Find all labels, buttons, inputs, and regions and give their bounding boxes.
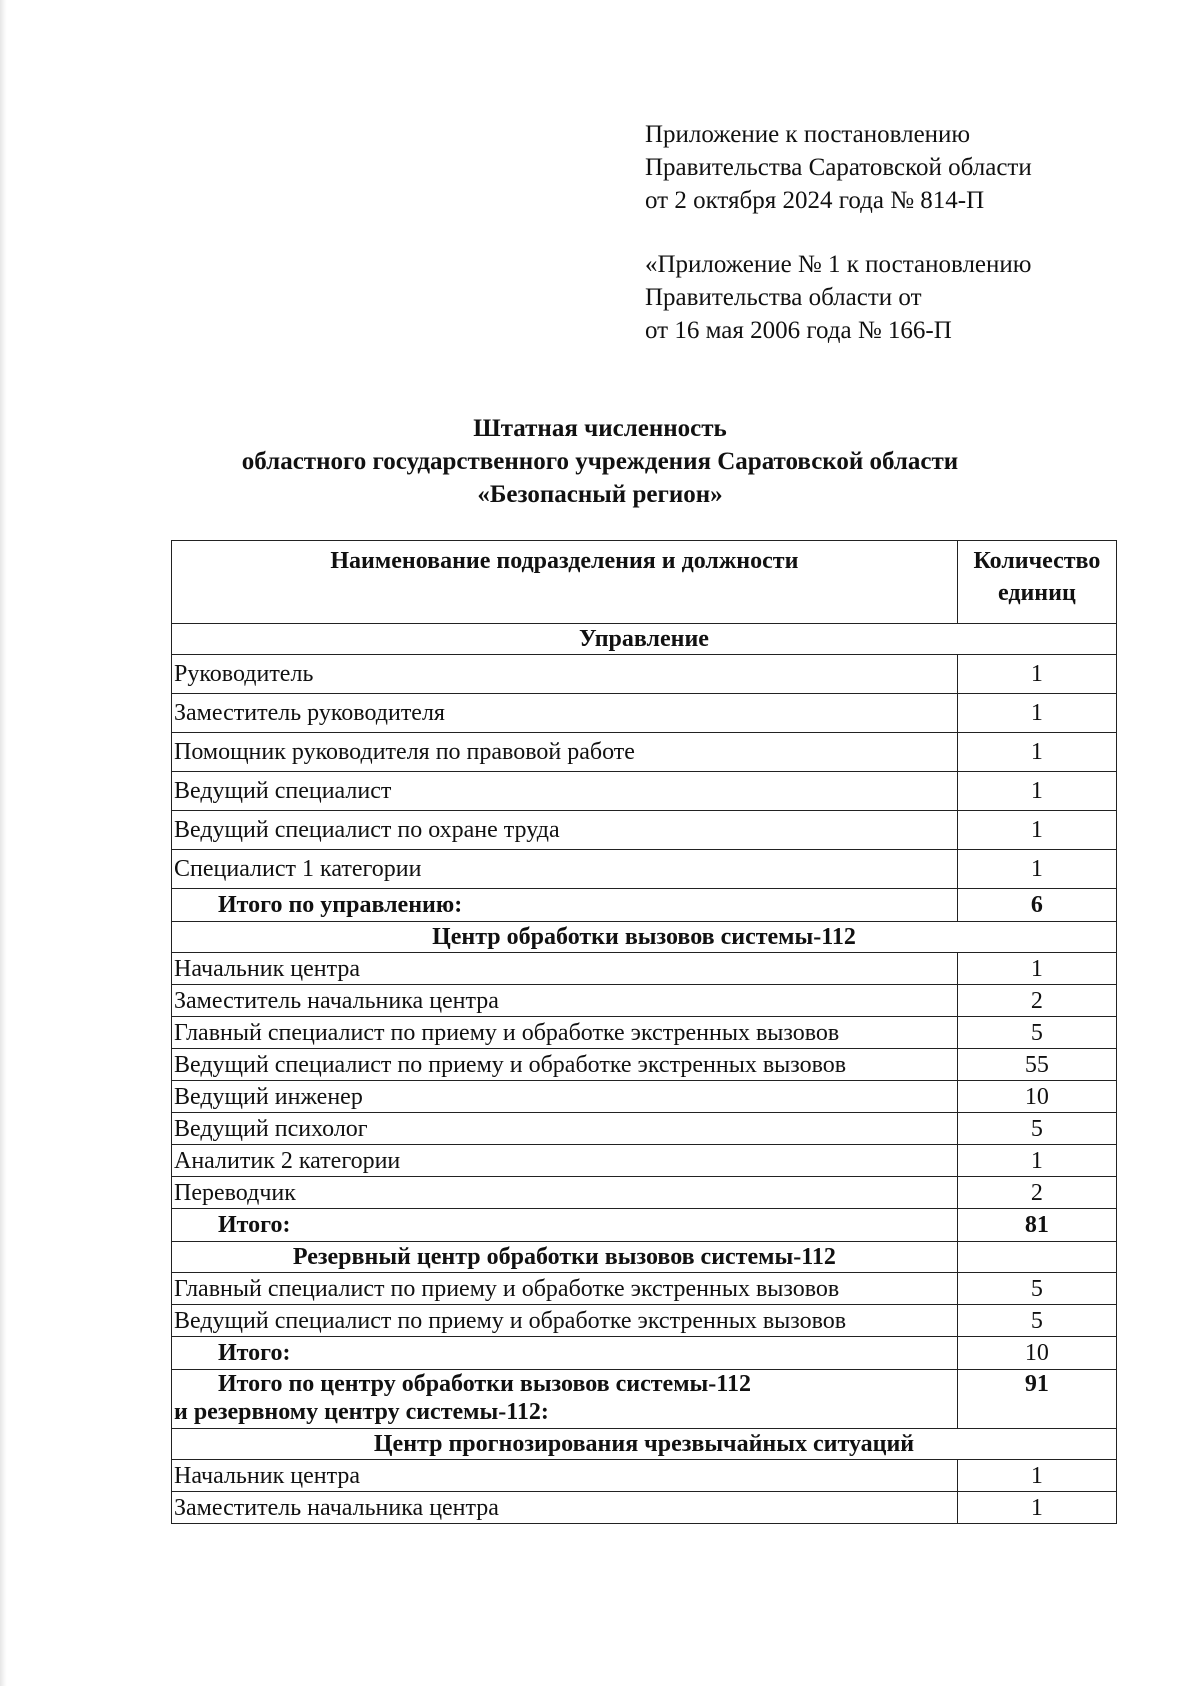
position-qty: 2 <box>957 985 1116 1017</box>
position-qty: 1 <box>957 733 1116 772</box>
position-qty: 5 <box>957 1305 1116 1337</box>
table-row <box>172 655 1117 694</box>
appendix-line: «Приложение № 1 к постановлению <box>645 251 1032 278</box>
title-line: Штатная численность <box>473 415 727 442</box>
header-qty-line: единиц <box>998 580 1076 606</box>
section-title: Резервный центр обработки вызовов системы-112 <box>172 1242 958 1273</box>
appendix-line: Приложение к постановлению <box>645 121 971 148</box>
combined-total-line: Итого по центру обработки вызовов системы-112 <box>218 1371 751 1397</box>
section-row <box>172 1429 1117 1460</box>
table-row <box>172 1049 1117 1081</box>
table-row <box>172 1145 1117 1177</box>
position-qty: 1 <box>957 850 1116 889</box>
table-header-row <box>172 541 1117 624</box>
position-name: Заместитель руководителя <box>172 694 958 733</box>
position-name: Переводчик <box>172 1177 958 1209</box>
table-row <box>172 985 1117 1017</box>
section-title: Центр обработки вызовов системы-112 <box>172 922 1117 953</box>
total-value: 6 <box>957 889 1116 922</box>
table-row <box>172 1177 1117 1209</box>
position-qty: 1 <box>957 1492 1116 1524</box>
section-row <box>172 922 1117 953</box>
section-total-row <box>172 1209 1117 1242</box>
document-title <box>0 412 1200 511</box>
position-qty: 1 <box>957 1460 1116 1492</box>
position-qty: 1 <box>957 1145 1116 1177</box>
position-name: Аналитик 2 категории <box>172 1145 958 1177</box>
position-name: Заместитель начальника центра <box>172 985 958 1017</box>
combined-total-label <box>172 1370 958 1429</box>
section-qty-empty <box>957 1242 1116 1273</box>
section-row <box>172 1242 1117 1273</box>
appendix-line: от 2 октября 2024 года № 814-П <box>645 187 985 214</box>
appendix-line: Правительства Саратовской области <box>645 154 1032 181</box>
position-name: Ведущий специалист по приему и обработке экстренных вызовов <box>172 1305 958 1337</box>
appendix-block <box>645 118 1032 217</box>
combined-total-row <box>172 1370 1117 1429</box>
appendix-block-original <box>645 248 1031 347</box>
position-qty: 55 <box>957 1049 1116 1081</box>
total-label: Итого: <box>172 1209 958 1242</box>
section-title: Центр прогнозирования чрезвычайных ситуаций <box>172 1429 1117 1460</box>
header-qty-cell <box>957 541 1116 624</box>
position-name: Ведущий специалист по охране труда <box>172 811 958 850</box>
position-name: Начальник центра <box>172 953 958 985</box>
table-row <box>172 850 1117 889</box>
position-qty: 5 <box>957 1273 1116 1305</box>
table-row <box>172 1460 1117 1492</box>
position-name: Ведущий специалист <box>172 772 958 811</box>
table-row <box>172 772 1117 811</box>
title-line: областного государственного учреждения Саратовской области <box>241 448 959 475</box>
total-label: Итого: <box>172 1337 958 1370</box>
total-value: 10 <box>957 1337 1116 1370</box>
position-qty: 1 <box>957 772 1116 811</box>
position-qty: 1 <box>957 694 1116 733</box>
section-title: Управление <box>172 624 1117 655</box>
section-total-row <box>172 889 1117 922</box>
position-qty: 5 <box>957 1017 1116 1049</box>
position-name: Начальник центра <box>172 1460 958 1492</box>
table-row <box>172 1273 1117 1305</box>
appendix-line: от 16 мая 2006 года № 166-П <box>645 317 952 344</box>
position-name: Заместитель начальника центра <box>172 1492 958 1524</box>
position-qty: 2 <box>957 1177 1116 1209</box>
table-row <box>172 694 1117 733</box>
position-qty: 10 <box>957 1081 1116 1113</box>
table-row <box>172 1017 1117 1049</box>
table-row <box>172 811 1117 850</box>
position-qty: 5 <box>957 1113 1116 1145</box>
section-row <box>172 624 1117 655</box>
position-qty: 1 <box>957 811 1116 850</box>
position-name: Главный специалист по приему и обработке экстренных вызовов <box>172 1273 958 1305</box>
staff-table <box>171 540 1117 1524</box>
total-value: 81 <box>957 1209 1116 1242</box>
position-name: Ведущий специалист по приему и обработке экстренных вызовов <box>172 1049 958 1081</box>
table-row <box>172 1492 1117 1524</box>
title-line: «Безопасный регион» <box>477 481 723 508</box>
combined-total-line: и резервному центру системы-112: <box>174 1399 549 1425</box>
combined-total-value: 91 <box>957 1370 1116 1429</box>
position-name: Помощник руководителя по правовой работе <box>172 733 958 772</box>
position-name: Ведущий психолог <box>172 1113 958 1145</box>
table-row <box>172 1113 1117 1145</box>
position-name: Специалист 1 категории <box>172 850 958 889</box>
scan-edge <box>0 0 7 1686</box>
position-name: Главный специалист по приему и обработке экстренных вызовов <box>172 1017 958 1049</box>
position-name: Руководитель <box>172 655 958 694</box>
appendix-line: Правительства области от <box>645 284 922 311</box>
table-row <box>172 733 1117 772</box>
header-name-cell: Наименование подразделения и должности <box>172 541 958 624</box>
header-qty-line: Количество <box>973 548 1101 574</box>
table-row <box>172 1081 1117 1113</box>
position-name: Ведущий инженер <box>172 1081 958 1113</box>
position-qty: 1 <box>957 953 1116 985</box>
section-total-row <box>172 1337 1117 1370</box>
table-row <box>172 1305 1117 1337</box>
total-label: Итого по управлению: <box>172 889 958 922</box>
position-qty: 1 <box>957 655 1116 694</box>
table-row <box>172 953 1117 985</box>
